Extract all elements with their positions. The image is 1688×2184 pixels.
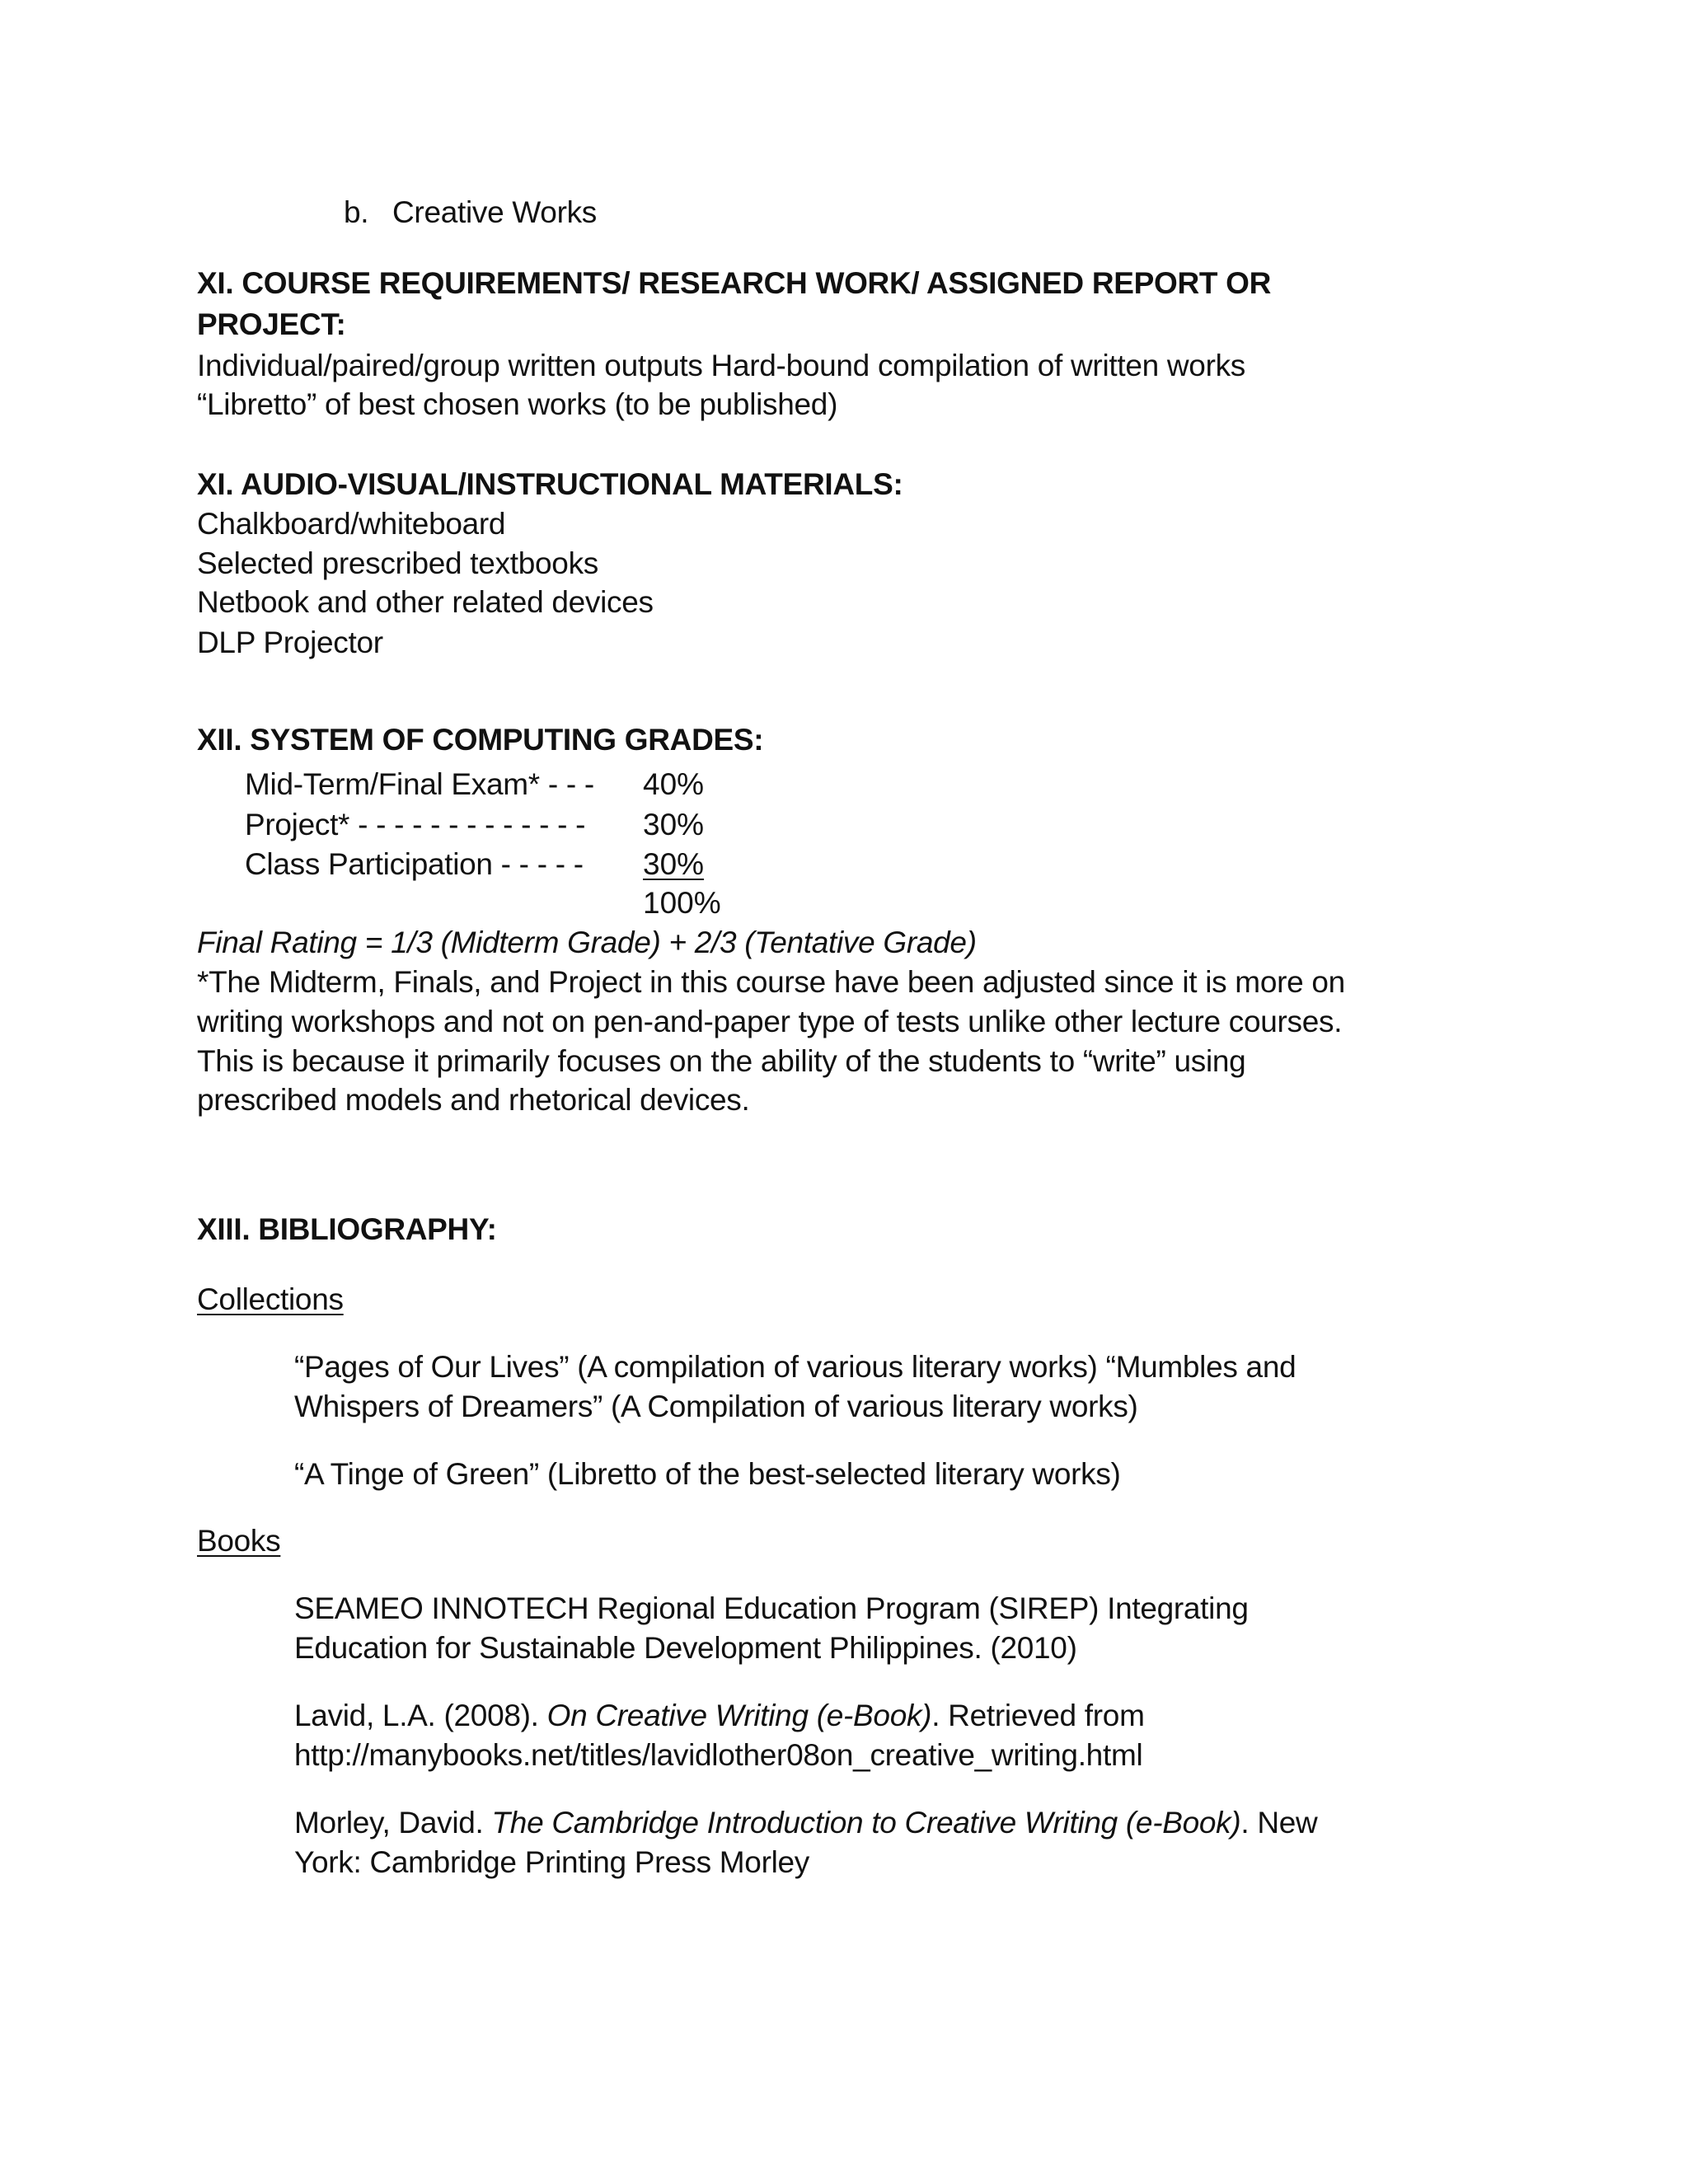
book-citation-prefix: Morley, David.: [294, 1806, 492, 1840]
grades-note: *The Midterm, Finals, and Project in this course have been adjusted since it is more on: [197, 965, 1345, 999]
materials-item: Chalkboard/whiteboard: [197, 507, 506, 541]
materials-item: Selected prescribed textbooks: [197, 546, 598, 580]
book-url: http://manybooks.net/titles/lavidlother08on_creative_writing.html: [294, 1738, 1143, 1772]
collection-entry: “Pages of Our Lives” (A compilation of various literary works) “Mumbles and: [294, 1350, 1296, 1384]
book-entry: SEAMEO INNOTECH Regional Education Program (SIREP) Integrating: [294, 1591, 1249, 1625]
book-entry: [294, 1696, 1145, 1736]
book-entry: [294, 1803, 1317, 1843]
grade-row-label: Project* - - - - - - - - - - - - -: [245, 808, 586, 841]
grades-heading: XII. SYSTEM OF COMPUTING GRADES:: [197, 723, 764, 757]
grades-note: prescribed models and rhetorical devices.: [197, 1083, 750, 1117]
materials-item: Netbook and other related devices: [197, 585, 654, 619]
requirements-text: “Libretto” of best chosen works (to be published): [197, 387, 838, 421]
book-entry: York: Cambridge Printing Press Morley: [294, 1845, 810, 1879]
collections-label: Collections: [197, 1282, 344, 1316]
collection-entry: “A Tinge of Green” (Libretto of the best-selected literary works): [294, 1457, 1121, 1491]
book-entry: Education for Sustainable Development Philippines. (2010): [294, 1631, 1077, 1665]
bibliography-heading: XIII. BIBLIOGRAPHY:: [197, 1212, 497, 1246]
book-title: On Creative Writing (e-Book): [546, 1699, 932, 1732]
grade-total: 100%: [643, 886, 721, 920]
grade-row-value: 30%: [643, 847, 705, 881]
grades-note: This is because it primarily focuses on the ability of the students to “write” using: [197, 1044, 1246, 1078]
books-label: Books: [197, 1524, 281, 1558]
requirements-text: Individual/paired/group written outputs Hard-bound compilation of written works: [197, 349, 1245, 382]
grade-row-label: Class Participation - - - - -: [245, 847, 584, 881]
book-title: The Cambridge Introduction to Creative Writing (e-Book): [491, 1806, 1241, 1840]
final-rating-formula: Final Rating = 1/3 (Midterm Grade) + 2/3 (Tentative Grade): [197, 926, 977, 959]
book-citation-prefix: Lavid, L.A. (2008).: [294, 1699, 547, 1732]
collection-entry: Whispers of Dreamers” (A Compilation of various literary works): [294, 1390, 1138, 1423]
book-citation-suffix: . New: [1240, 1806, 1318, 1840]
grade-row-label: Mid-Term/Final Exam* - - -: [245, 767, 594, 801]
sub-item-text: Creative Works: [392, 195, 598, 229]
requirements-heading-continued: PROJECT:: [197, 307, 346, 341]
sub-item-marker: b.: [344, 195, 369, 229]
requirements-heading: XI. COURSE REQUIREMENTS/ RESEARCH WORK/ ASSIGNED REPORT OR: [197, 266, 1272, 300]
grade-row-value: 30%: [643, 808, 705, 841]
book-citation-suffix: . Retrieved from: [931, 1699, 1145, 1732]
grades-note: writing workshops and not on pen-and-paper type of tests unlike other lecture courses.: [197, 1005, 1343, 1038]
grade-row-value: 40%: [643, 767, 705, 801]
materials-item: DLP Projector: [197, 626, 383, 659]
materials-heading: XI. AUDIO-VISUAL/INSTRUCTIONAL MATERIALS:: [197, 467, 903, 501]
